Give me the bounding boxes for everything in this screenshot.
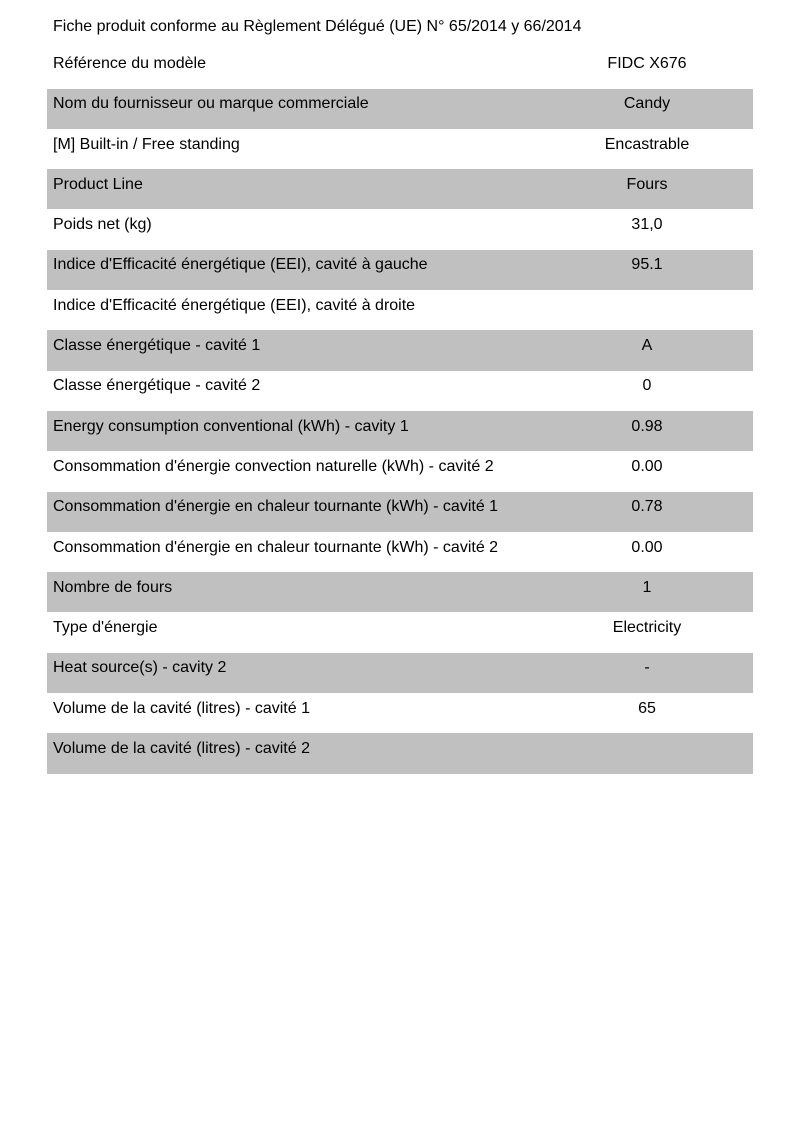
row-value: 0.78 bbox=[631, 498, 663, 516]
row-label: Nombre de fours bbox=[53, 578, 173, 596]
table-row bbox=[47, 330, 753, 370]
row-value: 0.98 bbox=[631, 417, 663, 435]
row-label: Consommation d'énergie convection naturelle (kWh) - cavité 2 bbox=[53, 457, 494, 475]
table-row bbox=[47, 492, 753, 532]
row-label: Volume de la cavité (litres) - cavité 1 bbox=[53, 699, 310, 717]
row-label: Référence du modèle bbox=[53, 54, 206, 72]
row-label: Classe énergétique - cavité 1 bbox=[53, 337, 261, 355]
table-row bbox=[47, 532, 753, 572]
row-value: 0.00 bbox=[631, 538, 663, 556]
row-value: 95.1 bbox=[631, 256, 663, 274]
table-row bbox=[47, 250, 753, 290]
table-row bbox=[47, 612, 753, 652]
table-row bbox=[47, 411, 753, 451]
row-value: Electricity bbox=[612, 619, 682, 637]
row-label: Type d'énergie bbox=[53, 619, 158, 637]
table-row bbox=[47, 209, 753, 249]
row-label: Consommation d'énergie en chaleur tournante (kWh) - cavité 1 bbox=[53, 498, 499, 516]
row-label: Indice d'Efficacité énergétique (EEI), cavité à droite bbox=[53, 296, 416, 314]
table-row bbox=[47, 451, 753, 491]
table-row bbox=[47, 89, 753, 129]
table-row bbox=[47, 129, 753, 169]
row-value: 65 bbox=[638, 699, 656, 717]
row-label: [M] Built-in / Free standing bbox=[53, 135, 240, 153]
table-row bbox=[47, 48, 753, 88]
table-row bbox=[47, 572, 753, 612]
row-label: Classe énergétique - cavité 2 bbox=[53, 377, 261, 395]
row-value: Encastrable bbox=[604, 135, 690, 153]
table-row bbox=[47, 371, 753, 411]
table-row bbox=[47, 693, 753, 733]
product-spec-table bbox=[47, 8, 753, 774]
row-value: FIDC X676 bbox=[607, 54, 687, 72]
row-value: Fours bbox=[626, 175, 668, 193]
row-label: Energy consumption conventional (kWh) - cavity 1 bbox=[53, 417, 409, 435]
row-label: Nom du fournisseur ou marque commerciale bbox=[53, 95, 369, 113]
table-rows-container bbox=[47, 48, 753, 773]
row-value: A bbox=[641, 337, 653, 355]
row-value: Candy bbox=[623, 95, 671, 113]
row-value: 1 bbox=[642, 578, 652, 596]
table-row bbox=[47, 169, 753, 209]
row-value: 0 bbox=[642, 377, 652, 395]
table-row bbox=[47, 653, 753, 693]
row-label: Heat source(s) - cavity 2 bbox=[53, 659, 227, 677]
page-title: Fiche produit conforme au Règlement Délégué (UE) N° 65/2014 y 66/2014 bbox=[53, 18, 582, 36]
row-value: - bbox=[644, 659, 650, 677]
row-value: 31,0 bbox=[631, 216, 663, 234]
row-label: Indice d'Efficacité énergétique (EEI), cavité à gauche bbox=[53, 256, 428, 274]
table-row bbox=[47, 290, 753, 330]
row-label: Consommation d'énergie en chaleur tournante (kWh) - cavité 2 bbox=[53, 538, 499, 556]
row-label: Poids net (kg) bbox=[53, 216, 152, 234]
page-title-row bbox=[47, 8, 753, 48]
row-label: Product Line bbox=[53, 175, 143, 193]
table-row bbox=[47, 733, 753, 773]
row-label: Volume de la cavité (litres) - cavité 2 bbox=[53, 739, 310, 757]
row-value: 0.00 bbox=[631, 457, 663, 475]
